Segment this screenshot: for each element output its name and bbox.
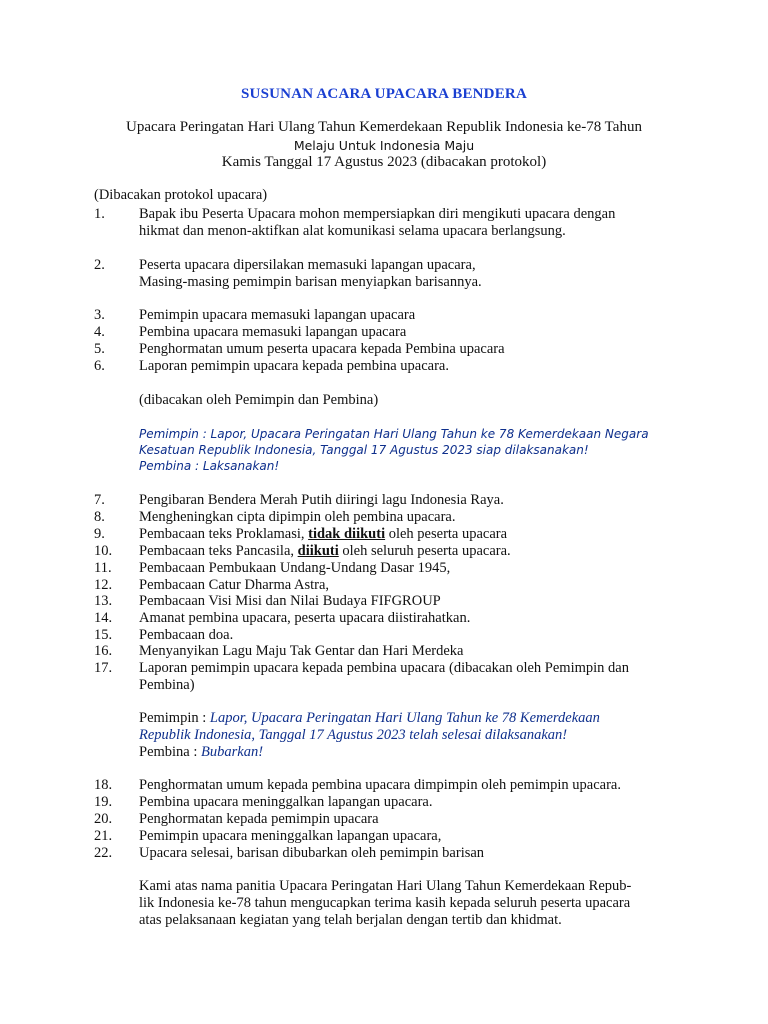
item-text: Penghormatan umum kepada pembina upacara dimpimpin oleh pemimpin upacara. bbox=[139, 777, 621, 793]
item-text-continued: Pembina) bbox=[139, 677, 195, 693]
item-text: Pembina upacara meninggalkan lapangan upacara. bbox=[139, 794, 433, 810]
item-number: 16. bbox=[94, 643, 113, 659]
emphasis-text: diikuti bbox=[297, 543, 339, 559]
item-text: Penghormatan umum peserta upacara kepada Pembina upacara bbox=[139, 341, 505, 357]
item-text: Pembina upacara memasuki lapangan upacara bbox=[139, 324, 407, 340]
item-number: 2. bbox=[94, 257, 105, 273]
item-text: Peserta upacara dipersilakan memasuki lapangan upacara, bbox=[139, 257, 476, 273]
item-number: 11. bbox=[94, 560, 112, 576]
item-text: Penghormatan kepada pemimpin upacara bbox=[139, 811, 379, 827]
item-text-continued: hikmat dan menon-aktifkan alat komunikasi selama upacara berlangsung. bbox=[139, 223, 566, 239]
report-line: Pembina : Laksanakan! bbox=[139, 459, 280, 473]
document-title: SUSUNAN ACARA UPACARA BENDERA bbox=[241, 86, 527, 102]
item-number: 13. bbox=[94, 593, 113, 609]
item-number: 8. bbox=[94, 509, 105, 525]
report-speaker: Pembina : bbox=[139, 744, 202, 760]
closing-text: Kami atas nama panitia Upacara Peringatan Hari Ulang Tahun Kemerdekaan Repub- bbox=[139, 878, 632, 894]
item-text: Pemimpin upacara memasuki lapangan upacara bbox=[139, 307, 416, 323]
report-line: Kesatuan Republik Indonesia, Tanggal 17 Agustus 2023 siap dilaksanakan! bbox=[139, 443, 589, 457]
item-text: Pemimpin upacara meninggalkan lapangan upacara, bbox=[139, 828, 442, 844]
event-date: Kamis Tanggal 17 Agustus 2023 (dibacakan protokol) bbox=[221, 154, 547, 170]
item-number: 3. bbox=[94, 307, 105, 323]
item-number: 15. bbox=[94, 627, 113, 643]
report-line: Pemimpin : Lapor, Upacara Peringatan Hari Ulang Tahun ke 78 Kemerdekaan Negara bbox=[139, 427, 649, 441]
item-text: Pembacaan Pembukaan Undang-Undang Dasar 1945, bbox=[139, 560, 451, 576]
item-number: 5. bbox=[94, 341, 105, 357]
item-number: 18. bbox=[94, 777, 113, 793]
item-number: 4. bbox=[94, 324, 105, 340]
item-text: Pembacaan Visi Misi dan Nilai Budaya FIFGROUP bbox=[139, 593, 441, 609]
item-number: 1. bbox=[94, 206, 105, 222]
item-text-post: oleh seluruh peserta upacara. bbox=[338, 543, 511, 559]
item-text: Laporan pemimpin upacara kepada pembina upacara (dibacakan oleh Pemimpin dan bbox=[139, 660, 629, 676]
item-text: Upacara selesai, barisan dibubarkan oleh pemimpin barisan bbox=[139, 845, 485, 861]
item-text: Pembacaan doa. bbox=[139, 627, 234, 643]
item-number: 12. bbox=[94, 577, 113, 593]
item-text: Laporan pemimpin upacara kepada pembina upacara. bbox=[139, 358, 449, 374]
item-text: Menyanyikan Lagu Maju Tak Gentar dan Hari Merdeka bbox=[139, 643, 464, 659]
item-text: Amanat pembina upacara, peserta upacara diistirahatkan. bbox=[139, 610, 471, 626]
report-speech: Republik Indonesia, Tanggal 17 Agustus 2023 telah selesai dilaksanakan! bbox=[139, 727, 568, 743]
item-number: 20. bbox=[94, 811, 113, 827]
reading-note: (dibacakan oleh Pemimpin dan Pembina) bbox=[139, 392, 379, 408]
report-label bbox=[139, 744, 263, 761]
item-text-continued: Masing-masing pemimpin barisan menyiapkan barisannya. bbox=[139, 274, 482, 290]
item-number: 7. bbox=[94, 492, 105, 508]
item-text-pre: Pembacaan teks Proklamasi, bbox=[139, 526, 309, 542]
item-text: Mengheningkan cipta dipimpin oleh pembina upacara. bbox=[139, 509, 456, 525]
item-text: Bapak ibu Peserta Upacara mohon mempersiapkan diri mengikuti upacara dengan bbox=[139, 206, 616, 222]
intro-note: (Dibacakan protokol upacara) bbox=[94, 187, 268, 203]
report-label bbox=[139, 710, 600, 727]
closing-text: lik Indonesia ke-78 tahun mengucapkan terima kasih kepada seluruh peserta upacara bbox=[139, 895, 631, 911]
item-text bbox=[139, 543, 511, 560]
item-text-pre: Pembacaan teks Pancasila, bbox=[139, 543, 298, 559]
event-title: Upacara Peringatan Hari Ulang Tahun Kemerdekaan Republik Indonesia ke-78 Tahun bbox=[126, 119, 642, 135]
event-theme: Melaju Untuk Indonesia Maju bbox=[293, 138, 475, 153]
report-speech: Bubarkan! bbox=[201, 744, 264, 760]
item-text bbox=[139, 526, 507, 543]
item-number: 21. bbox=[94, 828, 113, 844]
item-text: Pengibaran Bendera Merah Putih diiringi lagu Indonesia Raya. bbox=[139, 492, 504, 508]
item-number: 19. bbox=[94, 794, 113, 810]
item-number: 22. bbox=[94, 845, 113, 861]
item-text-post: oleh peserta upacara bbox=[385, 526, 508, 542]
emphasis-text: tidak diikuti bbox=[308, 526, 386, 542]
item-number: 10. bbox=[94, 543, 113, 559]
item-number: 17. bbox=[94, 660, 113, 676]
item-text: Pembacaan Catur Dharma Astra, bbox=[139, 577, 330, 593]
item-number: 6. bbox=[94, 358, 105, 374]
item-number: 14. bbox=[94, 610, 113, 626]
report-speech: Lapor, Upacara Peringatan Hari Ulang Tahun ke 78 Kemerdekaan bbox=[209, 710, 600, 726]
closing-text: atas pelaksanaan kegiatan yang telah berjalan dengan tertib dan khidmat. bbox=[139, 912, 562, 928]
report-speaker: Pemimpin : bbox=[139, 710, 210, 726]
item-number: 9. bbox=[94, 526, 105, 542]
